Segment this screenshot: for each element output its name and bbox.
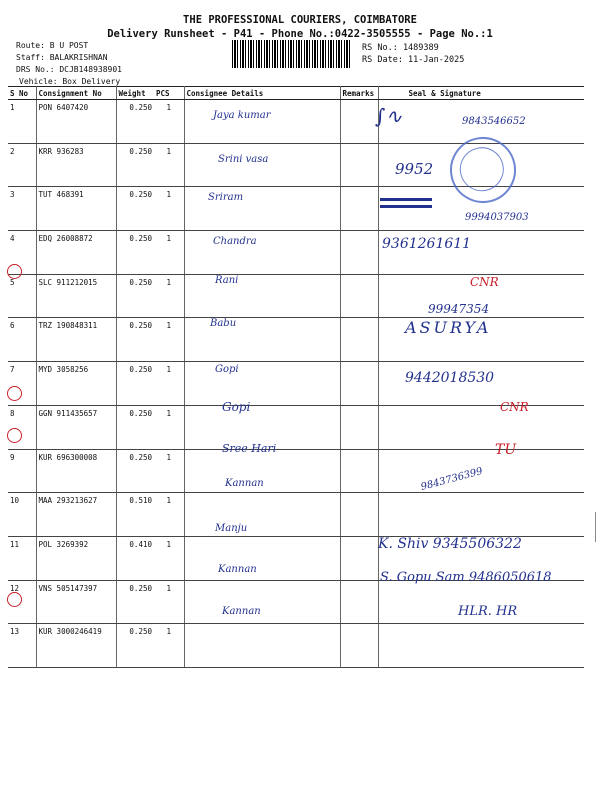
cell-consignment: POL 3269392: [36, 536, 116, 580]
handwritten-remark: CNR: [500, 400, 529, 414]
handwritten-consignee: Gopi: [215, 364, 239, 375]
cell-consignee: [184, 318, 340, 362]
col-seal: Seal & Signature: [378, 87, 584, 100]
cell-weight: 0.250: [116, 318, 154, 362]
cell-pcs: 1: [154, 274, 184, 318]
cell-consignment: TUT 468391: [36, 187, 116, 231]
cell-weight: 0.250: [116, 624, 154, 668]
handwritten-phone: 9952: [395, 160, 434, 178]
cell-sno: 6: [8, 318, 36, 362]
col-consignment: Consignment No: [36, 87, 116, 100]
table-header-row: [8, 87, 584, 100]
cell-consignment: SLC 911212015: [36, 274, 116, 318]
cell-sno: 9: [8, 449, 36, 493]
cell-weight: 0.250: [116, 274, 154, 318]
cell-consignee: [184, 231, 340, 275]
cell-weight: 0.250: [116, 231, 154, 275]
handwritten-consignee: Kannan: [218, 564, 257, 575]
rs-date: RS Date: 11-Jan-2025: [362, 55, 465, 65]
cell-seal: [378, 405, 584, 449]
cell-consignee: [184, 274, 340, 318]
cell-remarks: [340, 449, 378, 493]
cell-consignee: [184, 143, 340, 187]
cell-weight: 0.250: [116, 100, 154, 144]
handwritten-consignee: Rani: [215, 275, 239, 286]
cell-remarks: [340, 362, 378, 406]
table-row: [8, 362, 584, 406]
cell-consignment: MYD 3058256: [36, 362, 116, 406]
drs-label: DRS No.: DCJB148938901: [16, 65, 122, 74]
cell-consignee: [184, 624, 340, 668]
cell-pcs: 1: [154, 318, 184, 362]
handwritten-phone: 99947354: [428, 302, 490, 316]
handwritten-phone: 9994037903: [465, 212, 529, 223]
red-circle-mark: [7, 386, 22, 401]
cell-pcs: 1: [154, 405, 184, 449]
cell-sno: 10: [8, 493, 36, 537]
table-row: [8, 318, 584, 362]
handwritten-phone: 9843546652: [462, 116, 526, 127]
cell-pcs: 1: [154, 536, 184, 580]
cell-consignment: GGN 911435657: [36, 405, 116, 449]
handwritten-consignee: Gopi: [222, 400, 251, 414]
cell-pcs: 1: [154, 624, 184, 668]
signature-scribble: ∫∿: [375, 104, 403, 128]
vehicle-label: Vehicle: Box Delivery: [19, 77, 121, 86]
col-consignee: Consignee Details: [184, 87, 340, 100]
cell-remarks: [340, 231, 378, 275]
cell-pcs: 1: [154, 580, 184, 624]
cell-remarks: [340, 187, 378, 231]
cell-remarks: [340, 274, 378, 318]
cell-pcs: 1: [154, 231, 184, 275]
red-circle-mark: [7, 592, 22, 607]
cell-pcs: 1: [154, 187, 184, 231]
handwritten-name: ASURYA: [405, 318, 492, 337]
red-circle-mark: [7, 264, 22, 279]
runsheet-title: Delivery Runsheet - P41 - Phone No.:0422-3505555 - Page No.:1: [107, 28, 493, 40]
cell-sno: 13: [8, 624, 36, 668]
signature-scribble: [380, 198, 432, 208]
handwritten-phone: 9442018530: [405, 370, 495, 386]
cell-consignee: [184, 100, 340, 144]
handwritten-phone: K. Shiv 9345506322: [378, 536, 522, 552]
handwritten-consignee: Manju: [215, 523, 248, 534]
barcode: [232, 40, 350, 68]
handwritten-consignee: Chandra: [213, 236, 257, 247]
cell-remarks: [340, 493, 378, 537]
col-weight: Weight: [116, 87, 154, 100]
cell-remarks: [340, 143, 378, 187]
cell-consignment: TRZ 190848311: [36, 318, 116, 362]
rs-info: [362, 42, 464, 66]
cell-pcs: 1: [154, 493, 184, 537]
cell-consignee: [184, 580, 340, 624]
cell-pcs: 1: [154, 449, 184, 493]
cell-consignment: PON 6407420: [36, 100, 116, 144]
rs-number: RS No.: 1489389: [362, 43, 439, 53]
cell-sno: 1: [8, 100, 36, 144]
cell-consignee: [184, 493, 340, 537]
handwritten-consignee: Sriram: [208, 192, 244, 203]
cell-sno: 4: [8, 231, 36, 275]
handwritten-consignee: Srini vasa: [218, 154, 269, 165]
col-sno: S No: [8, 87, 36, 100]
cell-consignment: MAA 293213627: [36, 493, 116, 537]
meta-block: [16, 40, 122, 88]
cell-remarks: [340, 624, 378, 668]
cell-weight: 0.250: [116, 405, 154, 449]
cell-sno: 11: [8, 536, 36, 580]
cell-consignment: EDQ 26008872: [36, 231, 116, 275]
cell-sno: 8: [8, 405, 36, 449]
cell-weight: 0.510: [116, 493, 154, 537]
red-circle-mark: [7, 428, 22, 443]
handwritten-consignee: Sree Hari: [222, 442, 277, 455]
cell-weight: 0.250: [116, 362, 154, 406]
cell-consignment: VNS 505147397: [36, 580, 116, 624]
cell-consignment: KRR 936283: [36, 143, 116, 187]
cell-pcs: 1: [154, 362, 184, 406]
handwritten-phone: 9361261611: [382, 236, 472, 252]
cell-weight: 0.250: [116, 143, 154, 187]
table-row: [8, 624, 584, 668]
cell-sno: 2: [8, 143, 36, 187]
cell-seal: [378, 493, 584, 537]
cell-sno: 5: [8, 274, 36, 318]
handwritten-consignee: Kannan: [225, 478, 264, 489]
handwritten-consignee: Jaya kumar: [213, 110, 271, 121]
route-label: Route: B U POST: [16, 41, 89, 50]
cell-consignment: KUR 3000246419: [36, 624, 116, 668]
cell-sno: 3: [8, 187, 36, 231]
handwritten-phone: S. Gopu Sam 9486050618: [380, 570, 552, 585]
cell-weight: 0.250: [116, 580, 154, 624]
cell-pcs: 1: [154, 100, 184, 144]
handwritten-phone: 9843736399: [419, 465, 484, 494]
cell-remarks: [340, 536, 378, 580]
handwritten-consignee: Kannan: [222, 606, 261, 617]
cell-remarks: [340, 318, 378, 362]
cell-consignment: KUR 696300008: [36, 449, 116, 493]
cell-weight: 0.410: [116, 536, 154, 580]
handwritten-remark: TU: [495, 442, 517, 458]
cell-remarks: [340, 405, 378, 449]
table-row: [8, 231, 584, 275]
cell-weight: 0.250: [116, 449, 154, 493]
handwritten-consignee: Babu: [210, 318, 237, 329]
cell-sno: 7: [8, 362, 36, 406]
table-row: [8, 493, 584, 537]
handwritten-remark: CNR: [470, 275, 499, 289]
handwritten-name: HLR. HR: [458, 604, 518, 619]
cell-sno: 12: [8, 580, 36, 624]
col-remarks: Remarks: [340, 87, 378, 100]
cell-weight: 0.250: [116, 187, 154, 231]
cell-seal: [378, 624, 584, 668]
col-pcs: PCS: [154, 87, 184, 100]
company-title: THE PROFESSIONAL COURIERS, COIMBATORE: [183, 14, 417, 26]
cell-consignee: [184, 536, 340, 580]
cell-remarks: [340, 580, 378, 624]
cell-consignee: [184, 362, 340, 406]
cell-pcs: 1: [154, 143, 184, 187]
cell-remarks: [340, 100, 378, 144]
page-edge-mark: [595, 512, 600, 542]
staff-label: Staff: BALAKRISHNAN: [16, 53, 108, 62]
